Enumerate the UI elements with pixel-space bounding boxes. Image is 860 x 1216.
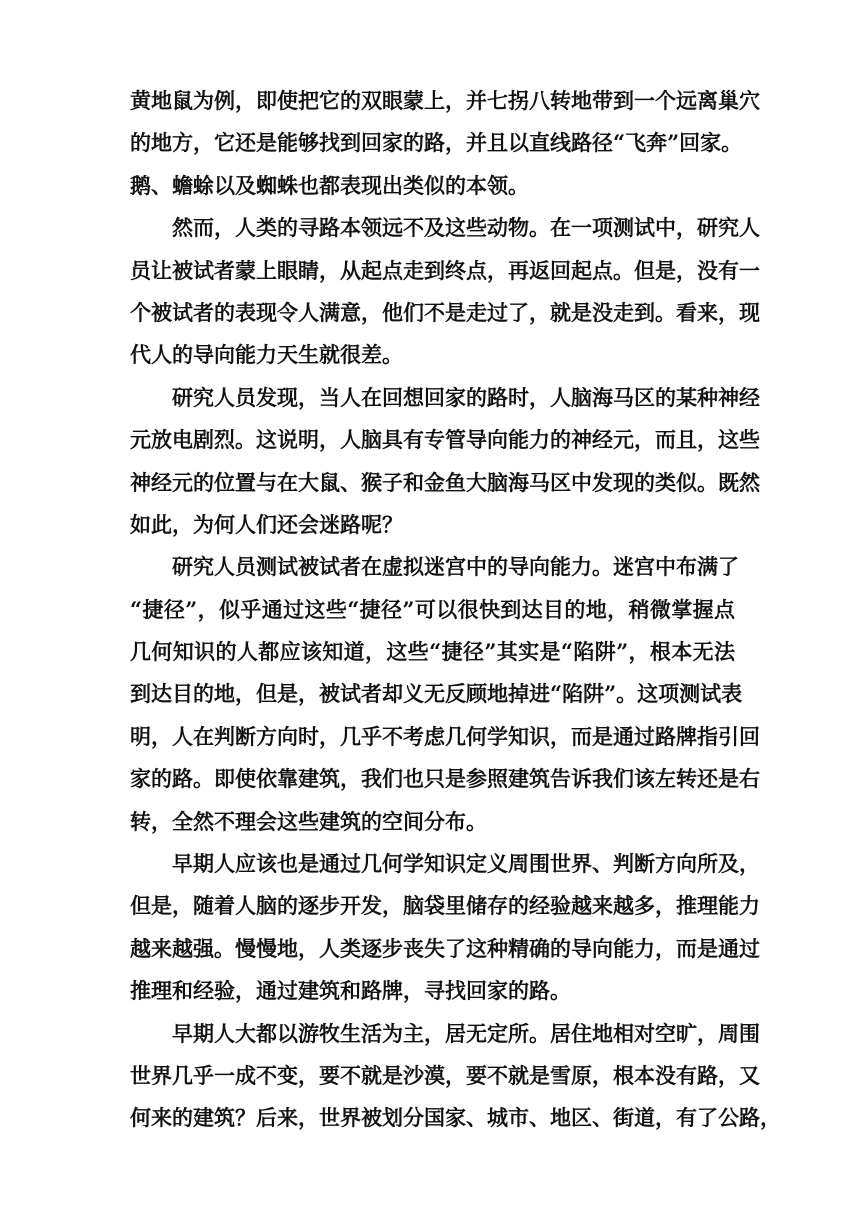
paragraph-first-line: 研究人员测试被试者在虚拟迷宫中的导向能力。迷宫中布满了 xyxy=(172,554,739,580)
text-line: “捷径”，似乎通过这些“捷径”可以很快到达目的地，稍微掌握点 xyxy=(130,596,735,622)
text-line: 转，全然不理会这些建筑的空间分布。 xyxy=(130,808,487,834)
paragraph-first-line: 早期人应该也是通过几何学知识定义周围世界、判断方向所及， xyxy=(172,851,760,877)
text-line: 鹅、蟾蜍以及蜘蛛也都表现出类似的本领。 xyxy=(130,172,529,198)
text-line: 代人的导向能力天生就很差。 xyxy=(130,342,403,368)
text-line: 如此，为何人们还会迷路呢？ xyxy=(130,511,403,537)
text-line: 几何知识的人都应该知道，这些“捷径”其实是“陷阱”，根本无法 xyxy=(130,639,735,665)
paragraph-first-line: 研究人员发现，当人在回想回家的路时，人脑海马区的某种神经 xyxy=(172,384,760,410)
text-line: 越来越强。慢慢地，人类逐步丧失了这种精确的导向能力，而是通过 xyxy=(130,935,760,961)
text-line: 何来的建筑？后来，世界被划分国家、城市、地区、街道，有了公路， xyxy=(130,1105,781,1131)
text-line: 黄地鼠为例，即使把它的双眼蒙上，并七拐八转地带到一个远离巢穴 xyxy=(130,88,760,113)
text-line: 神经元的位置与在大鼠、猴子和金鱼大脑海马区中发现的类似。既然 xyxy=(130,469,760,495)
text-line: 元放电剧烈。这说明，人脑具有专管导向能力的神经元，而且，这些 xyxy=(130,427,760,453)
text-line: 的地方，它还是能够找到回家的路，并且以直线路径“飞奔”回家。 xyxy=(130,130,743,156)
paragraph-first-line: 早期人大都以游牧生活为主，居无定所。居住地相对空旷，周围 xyxy=(172,1020,760,1046)
text-line: 推理和经验，通过建筑和路牌，寻找回家的路。 xyxy=(130,978,571,1004)
text-line: 员让被试者蒙上眼睛，从起点走到终点，再返回起点。但是，没有一 xyxy=(130,257,760,283)
text-line: 到达目的地，但是，被试者却义无反顾地掉进“陷阱”。这项测试表 xyxy=(130,681,743,707)
paragraph-first-line: 然而，人类的寻路本领远不及这些动物。在一项测试中，研究人 xyxy=(172,215,760,241)
body-text xyxy=(130,80,781,1140)
text-line: 世界几乎一成不变，要不就是沙漠，要不就是雪原，根本没有路，又 xyxy=(130,1062,760,1088)
text-line: 明，人在判断方向时，几乎不考虑几何学知识，而是通过路牌指引回 xyxy=(130,723,760,749)
text-line: 个被试者的表现令人满意，他们不是走过了，就是没走到。看来，现 xyxy=(130,299,760,325)
text-line: 但是，随着人脑的逐步开发，脑袋里储存的经验越来越多，推理能力 xyxy=(130,893,760,919)
text-line: 家的路。即使依靠建筑，我们也只是参照建筑告诉我们该左转还是右 xyxy=(130,766,760,792)
